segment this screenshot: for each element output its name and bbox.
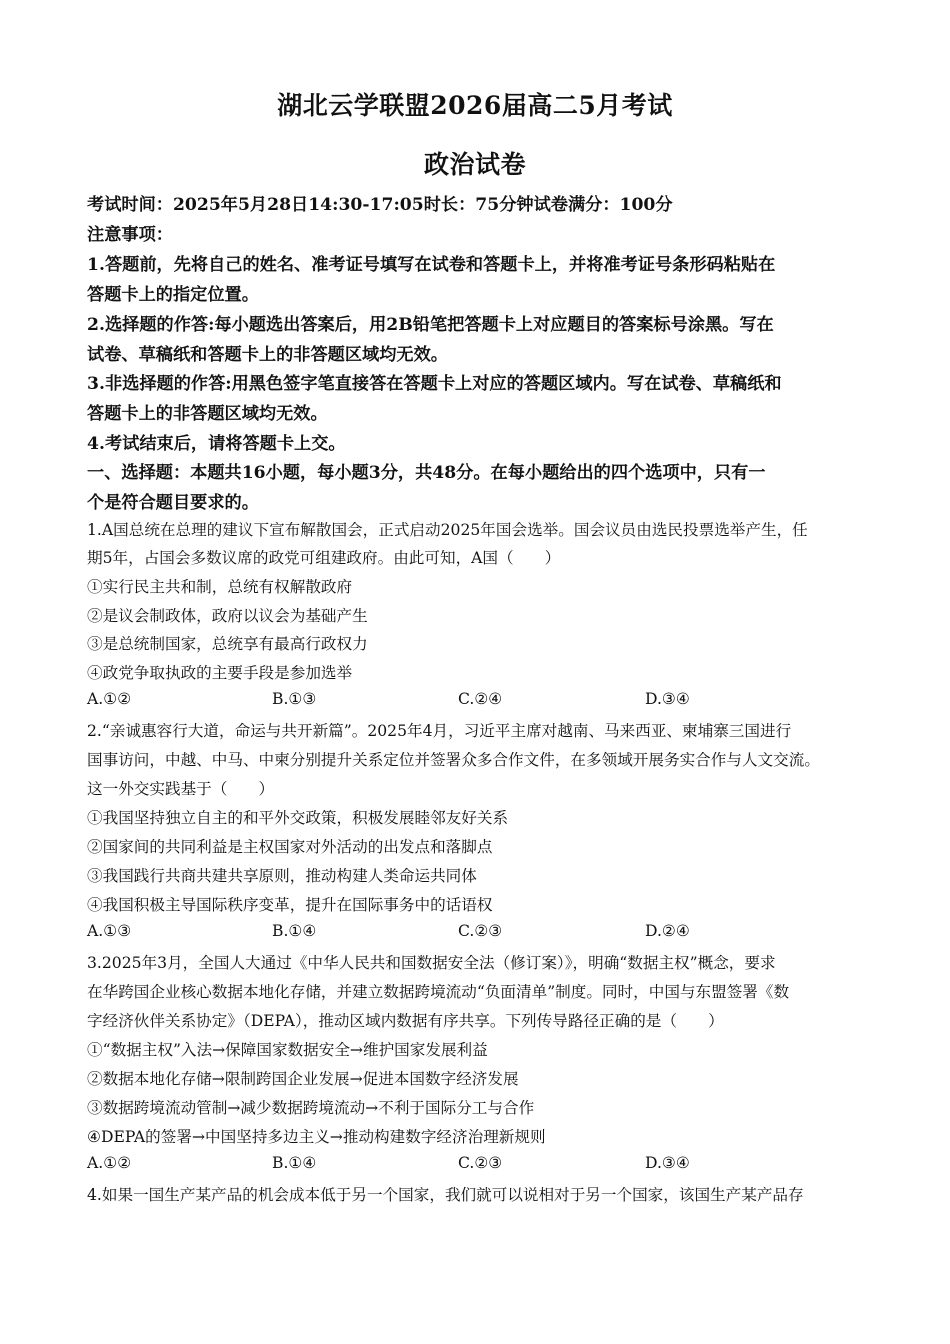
notice-line: 1.答题前，先将自己的姓名、准考证号填写在试卷和答题卡上，并将准考证号条形码粘贴在	[87, 255, 776, 275]
q1-statement: ①实行民主共和制，总统有权解散政府	[87, 578, 353, 596]
exam-subtitle: 政治试卷	[423, 150, 526, 179]
notice-line: 3.非选择题的作答:用黑色签字笔直接答在答题卡上对应的答题区域内。写在试卷、草稿纸和	[87, 374, 782, 394]
exam-title: 湖北云学联盟2026届高二5月考试	[277, 91, 673, 120]
q2-option-d: D.②④	[645, 922, 690, 940]
q3-stem-line: 在华跨国企业核心数据本地化存储，并建立数据跨境流动“负面清单”制度。同时，中国与东盟签署《数	[87, 983, 790, 1001]
q2-option-a: A.①③	[87, 922, 132, 940]
q2-stem-line: 这一外交实践基于（ ）	[87, 780, 275, 798]
q2-statement: ①我国坚持独立自主的和平外交政策，积极发展睦邻友好关系	[87, 809, 509, 827]
q2-statement: ③我国践行共商共建共享原则，推动构建人类命运共同体	[87, 867, 477, 885]
q1-statement: ④政党争取执政的主要手段是参加选举	[87, 664, 353, 682]
section-heading: 一、选择题：本题共16小题，每小题3分，共48分。在每小题给出的四个选项中，只有一	[87, 463, 766, 483]
q1-option-b: B.①③	[272, 690, 317, 708]
q3-option-a: A.①②	[87, 1154, 132, 1172]
q1-option-d: D.③④	[645, 690, 690, 708]
notice-line: 答题卡上的非答题区域均无效。	[87, 404, 328, 424]
q1-stem-line: 期5年，占国会多数议席的政党可组建政府。由此可知，A国（ ）	[87, 549, 561, 567]
q3-stem-line: 字经济伙伴关系协定》（DEPA），推动区域内数据有序共享。下列传导路径正确的是（ ）	[87, 1012, 724, 1030]
q3-statement: ①“数据主权”入法→保障国家数据安全→维护国家发展利益	[87, 1041, 488, 1059]
q2-statement: ④我国积极主导国际秩序变革，提升在国际事务中的话语权	[87, 896, 493, 914]
q3-statement: ②数据本地化存储→限制跨国企业发展→促进本国数字经济发展	[87, 1070, 519, 1088]
q3-option-c: C.②③	[458, 1154, 503, 1172]
exam-info-line: 考试时间：2025年5月28日14:30-17:05时长：75分钟试卷满分：100分	[87, 195, 673, 215]
q3-stem-line: 3.2025年3月，全国人大通过《中华人民共和国数据安全法（修订案）》，明确“数据主权”概念，要求	[87, 954, 776, 972]
section-heading: 个是符合题目要求的。	[87, 493, 259, 513]
q3-option-b: B.①④	[272, 1154, 317, 1172]
notice-line: 2.选择题的作答:每小题选出答案后，用2B铅笔把答题卡上对应题目的答案标号涂黑。写在	[87, 315, 774, 335]
q3-statement: ④DEPA的签署→中国坚持多边主义→推动构建数字经济治理新规则	[87, 1128, 546, 1146]
q2-stem-line: 2.“亲诚惠容行大道，命运与共开新篇”。2025年4月，习近平主席对越南、马来西亚、柬埔寨三国进行	[87, 722, 792, 740]
notice-line: 答题卡上的指定位置。	[87, 285, 259, 305]
notice-line: 4.考试结束后，请将答题卡上交。	[87, 434, 346, 454]
q1-option-a: A.①②	[87, 690, 132, 708]
q1-stem-line: 1.A国总统在总理的建议下宣布解散国会，正式启动2025年国会选举。国会议员由选民投票选举产生，任	[87, 521, 808, 539]
q2-stem-line: 国事访问，中越、中马、中柬分别提升关系定位并签署众多合作文件，在多领域开展务实合作与人文交流。	[87, 751, 820, 769]
q4-stem-line: 4.如果一国生产某产品的机会成本低于另一个国家，我们就可以说相对于另一个国家，该国生产某产品存	[87, 1186, 804, 1204]
q2-statement: ②国家间的共同利益是主权国家对外活动的出发点和落脚点	[87, 838, 493, 856]
q2-option-c: C.②③	[458, 922, 503, 940]
q1-statement: ②是议会制政体，政府以议会为基础产生	[87, 607, 368, 625]
q3-option-d: D.③④	[645, 1154, 690, 1172]
q3-statement: ③数据跨境流动管制→减少数据跨境流动→不利于国际分工与合作	[87, 1099, 535, 1117]
q1-statement: ③是总统制国家，总统享有最高行政权力	[87, 635, 368, 653]
q2-option-b: B.①④	[272, 922, 317, 940]
notice-heading: 注意事项：	[87, 225, 173, 245]
notice-line: 试卷、草稿纸和答题卡上的非答题区域均无效。	[87, 345, 448, 365]
q1-option-c: C.②④	[458, 690, 503, 708]
